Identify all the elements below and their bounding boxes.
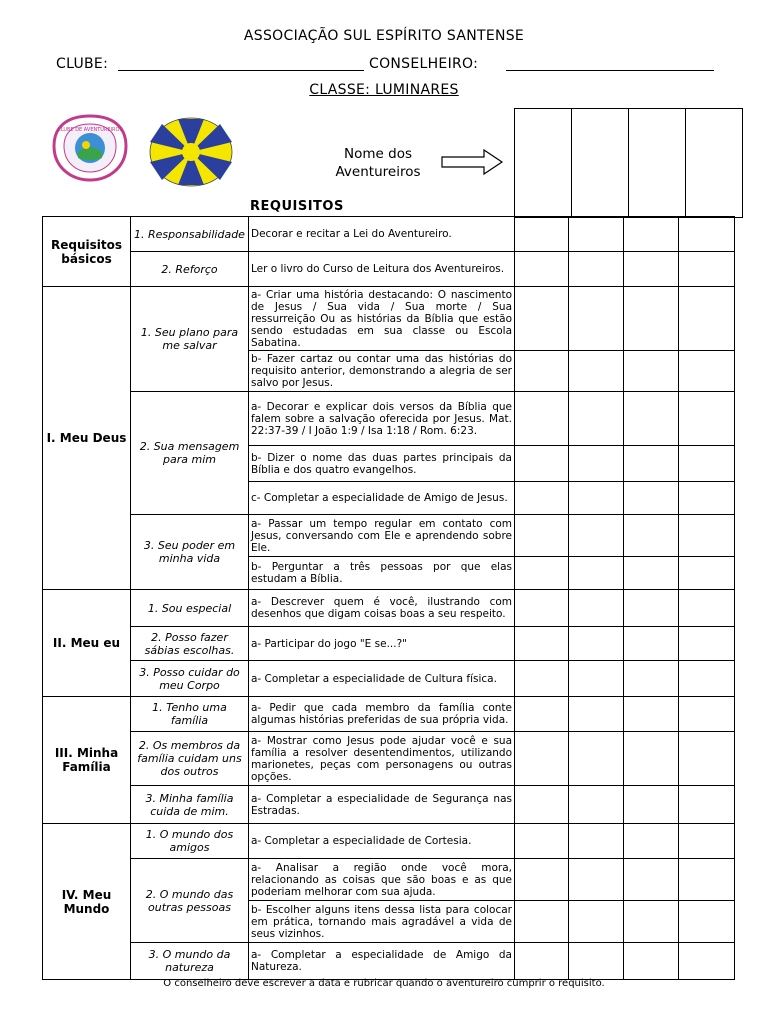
check-cell[interactable] <box>679 217 735 252</box>
subgroup-cell: 3. O mundo da natureza <box>131 943 249 980</box>
check-cell[interactable] <box>679 661 735 697</box>
check-cell[interactable] <box>515 732 569 786</box>
check-cell[interactable] <box>624 697 679 732</box>
check-cell[interactable] <box>624 786 679 824</box>
group-cell: III. Minha Família <box>43 697 131 824</box>
requirement-text: a- Completar a especialidade de Cultura física. <box>249 661 515 697</box>
check-cell[interactable] <box>624 217 679 252</box>
check-cell[interactable] <box>515 287 569 351</box>
check-cell[interactable] <box>569 824 624 859</box>
check-cell[interactable] <box>569 392 624 446</box>
check-cell[interactable] <box>624 252 679 287</box>
requirement-text: a- Completar a especialidade de Cortesia. <box>249 824 515 859</box>
requirement-text: a- Mostrar como Jesus pode ajudar você e sua família a resolver desentendimentos, utilizando marionetes, peças com personagens ou outras opções. <box>249 732 515 786</box>
table-row <box>43 515 735 557</box>
check-cell[interactable] <box>624 392 679 446</box>
check-cell[interactable] <box>569 482 624 515</box>
check-cell[interactable] <box>679 351 735 392</box>
check-cell[interactable] <box>569 786 624 824</box>
requirement-text: c- Completar a especialidade de Amigo de Jesus. <box>249 482 515 515</box>
subgroup-cell: 2. Reforço <box>131 252 249 287</box>
table-row <box>43 732 735 786</box>
requirement-text: a- Completar a especialidade de Segurança nas Estradas. <box>249 786 515 824</box>
sun-logo-icon <box>148 116 234 188</box>
subgroup-cell: 2. Sua mensagem para mim <box>131 392 249 515</box>
requirement-text: b- Perguntar a três pessoas por que elas estudam a Bíblia. <box>249 557 515 590</box>
table-row <box>43 287 735 351</box>
check-cell[interactable] <box>679 252 735 287</box>
check-cell[interactable] <box>515 697 569 732</box>
check-cell[interactable] <box>679 557 735 590</box>
check-cell[interactable] <box>624 943 679 980</box>
check-cell[interactable] <box>569 252 624 287</box>
check-cell[interactable] <box>624 859 679 901</box>
check-cell[interactable] <box>515 943 569 980</box>
subgroup-cell: 3. Seu poder em minha vida <box>131 515 249 590</box>
requirement-text: a- Decorar e explicar dois versos da Bíblia que falem sobre a salvação oferecida por Jesus. Mat. 22:37-39 / I João 1:9 / Isa 1:18 / Rom. 6:23. <box>249 392 515 446</box>
group-cell: IV. Meu Mundo <box>43 824 131 980</box>
check-cell[interactable] <box>679 482 735 515</box>
adventurer-club-badge <box>50 112 130 184</box>
check-cell[interactable] <box>624 732 679 786</box>
check-cell[interactable] <box>679 943 735 980</box>
check-cell[interactable] <box>679 392 735 446</box>
subgroup-cell: 1. Sou especial <box>131 590 249 627</box>
check-cell[interactable] <box>569 557 624 590</box>
group-cell: Requisitos básicos <box>43 217 131 287</box>
clube-label: CLUBE: <box>56 56 109 72</box>
subgroup-cell: 3. Posso cuidar do meu Corpo <box>131 661 249 697</box>
requirement-text: b- Escolher alguns itens dessa lista para colocar em prática, tornando mais agradável a vida de seus vizinhos. <box>249 901 515 943</box>
check-cell[interactable] <box>569 627 624 661</box>
table-row <box>43 697 735 732</box>
document-title: ASSOCIAÇÃO SUL ESPÍRITO SANTENSE <box>243 28 525 44</box>
requisitos-title: REQUISITOS <box>250 199 344 214</box>
table-row <box>43 661 735 697</box>
check-cell[interactable] <box>569 446 624 482</box>
check-cell[interactable] <box>679 446 735 482</box>
check-cell[interactable] <box>569 287 624 351</box>
table-row <box>43 859 735 901</box>
table-row <box>43 943 735 980</box>
check-cell[interactable] <box>569 901 624 943</box>
check-cell[interactable] <box>569 943 624 980</box>
check-cell[interactable] <box>624 661 679 697</box>
check-cell[interactable] <box>624 482 679 515</box>
check-cell[interactable] <box>679 859 735 901</box>
check-cell[interactable] <box>679 901 735 943</box>
check-cell[interactable] <box>515 590 569 627</box>
check-cell[interactable] <box>624 287 679 351</box>
check-cell[interactable] <box>679 786 735 824</box>
check-cell[interactable] <box>515 217 569 252</box>
classe-title: CLASSE: LUMINARES <box>309 82 459 98</box>
names-label-line-1: Nome dos <box>344 146 412 162</box>
check-cell[interactable] <box>569 732 624 786</box>
badge-text: CLUBE DE AVENTUREIROS <box>57 127 123 133</box>
check-cell[interactable] <box>515 392 569 446</box>
names-header-grid <box>514 108 743 218</box>
table-row <box>43 627 735 661</box>
check-cell[interactable] <box>679 732 735 786</box>
check-cell[interactable] <box>679 515 735 557</box>
requirement-text: a- Completar a especialidade de Amigo da Natureza. <box>249 943 515 980</box>
check-cell[interactable] <box>624 627 679 661</box>
conselheiro-label: CONSELHEIRO: <box>369 56 479 72</box>
footer-note: O conselheiro deve escrever a data e rubricar quando o aventureiro cumprir o requisito. <box>163 978 605 989</box>
check-cell[interactable] <box>515 661 569 697</box>
name-cell[interactable] <box>515 109 572 218</box>
check-cell[interactable] <box>569 515 624 557</box>
check-cell[interactable] <box>569 661 624 697</box>
check-cell[interactable] <box>515 859 569 901</box>
right-arrow-icon <box>440 148 504 176</box>
check-cell[interactable] <box>569 351 624 392</box>
subgroup-cell: 1. Responsabilidade <box>131 217 249 252</box>
requirement-text: a- Analisar a região onde você mora, relacionando as coisas que são boas e as que poderiam melhorar com sua ajuda. <box>249 859 515 901</box>
name-cell[interactable] <box>629 109 686 218</box>
check-cell[interactable] <box>624 557 679 590</box>
check-cell[interactable] <box>515 627 569 661</box>
check-cell[interactable] <box>624 901 679 943</box>
check-cell[interactable] <box>515 901 569 943</box>
requirement-text: a- Participar do jogo "E se...?" <box>249 627 515 661</box>
check-cell[interactable] <box>515 482 569 515</box>
subgroup-cell: 2. Os membros da família cuidam uns dos outros <box>131 732 249 786</box>
requirement-text: b- Fazer cartaz ou contar uma das histórias do requisito anterior, demonstrando a alegria de ser salvo por Jesus. <box>249 351 515 392</box>
requirement-text: Decorar e recitar a Lei do Aventureiro. <box>249 217 515 252</box>
check-cell[interactable] <box>679 590 735 627</box>
table-row <box>43 824 735 859</box>
names-label <box>330 145 426 181</box>
check-cell[interactable] <box>679 824 735 859</box>
group-cell: I. Meu Deus <box>43 287 131 590</box>
check-cell[interactable] <box>679 287 735 351</box>
requirement-text: Ler o livro do Curso de Leitura dos Aventureiros. <box>249 252 515 287</box>
check-cell[interactable] <box>569 590 624 627</box>
subgroup-cell: 1. Tenho uma família <box>131 697 249 732</box>
subgroup-cell: 3. Minha família cuida de mim. <box>131 786 249 824</box>
subgroup-cell: 1. O mundo dos amigos <box>131 824 249 859</box>
conselheiro-field-line[interactable] <box>506 70 714 71</box>
requirement-text: b- Dizer o nome das duas partes principais da Bíblia e dos quatro evangelhos. <box>249 446 515 482</box>
check-cell[interactable] <box>515 824 569 859</box>
table-row <box>43 392 735 446</box>
check-cell[interactable] <box>624 515 679 557</box>
name-cell[interactable] <box>686 109 743 218</box>
check-cell[interactable] <box>515 446 569 482</box>
check-cell[interactable] <box>515 786 569 824</box>
check-cell[interactable] <box>515 351 569 392</box>
name-cell[interactable] <box>572 109 629 218</box>
table-row <box>43 252 735 287</box>
requirements-table <box>42 216 735 980</box>
names-label-line-2: Aventureiros <box>335 164 421 180</box>
check-cell[interactable] <box>624 590 679 627</box>
subgroup-cell: 2. Posso fazer sábias escolhas. <box>131 627 249 661</box>
requirement-text: a- Criar uma história destacando: O nascimento de Jesus / Sua vida / Sua morte / Sua ressurreição Ou as histórias da Bíblia que estão sendo estudadas em sua classe ou Escola Sabatina. <box>249 287 515 351</box>
check-cell[interactable] <box>624 824 679 859</box>
check-cell[interactable] <box>569 859 624 901</box>
check-cell[interactable] <box>679 627 735 661</box>
table-row <box>43 590 735 627</box>
check-cell[interactable] <box>569 217 624 252</box>
check-cell[interactable] <box>679 697 735 732</box>
requirement-text: a- Passar um tempo regular em contato com Jesus, conversando com Ele e aprendendo sobre Ele. <box>249 515 515 557</box>
subgroup-cell: 2. O mundo das outras pessoas <box>131 859 249 943</box>
check-cell[interactable] <box>515 515 569 557</box>
requirement-text: a- Pedir que cada membro da família conte algumas histórias preferidas de sua própria vida. <box>249 697 515 732</box>
check-cell[interactable] <box>515 557 569 590</box>
subgroup-cell: 1. Seu plano para me salvar <box>131 287 249 392</box>
group-cell: II. Meu eu <box>43 590 131 697</box>
check-cell[interactable] <box>624 446 679 482</box>
table-row <box>43 786 735 824</box>
table-row <box>43 217 735 252</box>
clube-field-line[interactable] <box>118 70 364 71</box>
check-cell[interactable] <box>624 351 679 392</box>
requirement-text: a- Descrever quem é você, ilustrando com desenhos que digam coisas boas a seu respeito. <box>249 590 515 627</box>
check-cell[interactable] <box>569 697 624 732</box>
check-cell[interactable] <box>515 252 569 287</box>
